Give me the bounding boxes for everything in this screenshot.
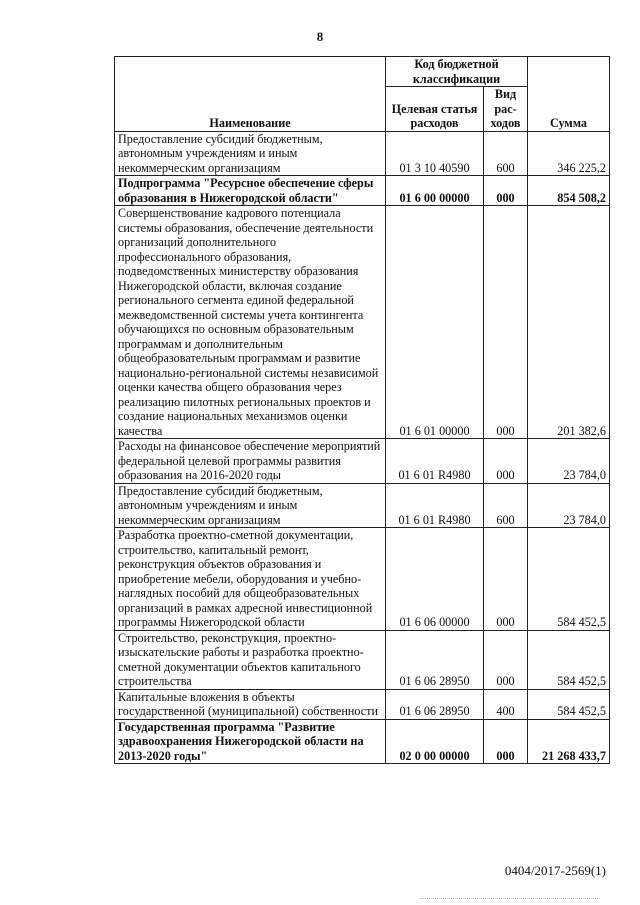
document-code: 0404/2017-2569(1) (504, 863, 606, 878)
expense-type-cell: 000 (484, 439, 528, 484)
expense-type-cell: 600 (484, 483, 528, 528)
name-column-header: Наименование (115, 57, 386, 132)
budget-table (114, 56, 610, 764)
expense-type-cell: 000 (484, 719, 528, 764)
amount-cell: 854 508,2 (528, 176, 610, 206)
row-name-cell: Предоставление субсидий бюджетным, автономным учреждениям и иным некоммерческим организациям (115, 131, 386, 176)
target-item-header: Целевая статья расходов (386, 87, 484, 132)
amount-cell: 584 452,5 (528, 689, 610, 719)
row-name-cell: Расходы на финансовое обеспечение мероприятий федеральной целевой программы развития образования на 2016-2020 годы (115, 439, 386, 484)
code-group-header: Код бюджетной классификации (386, 57, 528, 87)
target-item-cell: 01 6 00 00000 (386, 176, 484, 206)
amount-cell: 23 784,0 (528, 439, 610, 484)
table-row (115, 483, 610, 528)
target-item-cell: 02 0 00 00000 (386, 719, 484, 764)
amount-cell: 21 268 433,7 (528, 719, 610, 764)
expense-type-cell: 400 (484, 689, 528, 719)
expense-type-cell: 000 (484, 528, 528, 631)
amount-cell: 584 452,5 (528, 528, 610, 631)
row-name-cell: Разработка проектно-сметной документации, строительство, капитальный ремонт, реконструкция объектов образования и приобретение мебели, оборудования и учебно-наглядных пособий для общеобразовательных организаций в рамках адресной инвестиционной программы Нижегородской области (115, 528, 386, 631)
amount-column-header: Сумма (528, 57, 610, 132)
expense-type-cell: 000 (484, 630, 528, 689)
expense-type-header: Вид рас-ходов (484, 87, 528, 132)
amount-cell: 201 382,6 (528, 206, 610, 439)
page-edge-marks (420, 898, 600, 903)
target-item-cell: 01 6 01 R4980 (386, 483, 484, 528)
table-row (115, 439, 610, 484)
table-row (115, 176, 610, 206)
table-row (115, 719, 610, 764)
target-item-cell: 01 6 01 R4980 (386, 439, 484, 484)
expense-type-cell: 000 (484, 206, 528, 439)
table-row (115, 689, 610, 719)
target-item-cell: 01 6 06 28950 (386, 630, 484, 689)
target-item-cell: 01 3 10 40590 (386, 131, 484, 176)
expense-type-cell: 000 (484, 176, 528, 206)
table-row (115, 206, 610, 439)
target-item-cell: 01 6 01 00000 (386, 206, 484, 439)
amount-cell: 584 452,5 (528, 630, 610, 689)
page-number: 8 (316, 29, 324, 44)
target-item-cell: 01 6 06 28950 (386, 689, 484, 719)
table-row (115, 131, 610, 176)
amount-cell: 23 784,0 (528, 483, 610, 528)
table-body (115, 131, 610, 764)
amount-cell: 346 225,2 (528, 131, 610, 176)
row-name-cell: Предоставление субсидий бюджетным, автономным учреждениям и иным некоммерческим организациям (115, 483, 386, 528)
row-name-cell: Строительство, реконструкция, проектно-изыскательские работы и разработка проектно-сметной документации объектов капитального строительства (115, 630, 386, 689)
expense-type-cell: 600 (484, 131, 528, 176)
row-name-cell: Подпрограмма "Ресурсное обеспечение сферы образования в Нижегородской области" (115, 176, 386, 206)
row-name-cell: Капитальные вложения в объекты государственной (муниципальной) собственности (115, 689, 386, 719)
table-row (115, 630, 610, 689)
table-row (115, 528, 610, 631)
row-name-cell: Государственная программа "Развитие здравоохранения Нижегородской области на 2013-2020 годы" (115, 719, 386, 764)
row-name-cell: Совершенствование кадрового потенциала системы образования, обеспечение деятельности организаций дополнительного профессионального образования, подведомственных министерству образования Нижегородской области, включая создание регионального сегмента единой федеральной межведомственной системы учета контингента обучающихся по основным образовательным программам и дополнительным общеобразовательным программам и развитие национально-региональной системы независимой оценки качества общего образования через реализацию пилотных региональных проектов и создание национальных механизмов оценки качества (115, 206, 386, 439)
table-header (115, 57, 610, 132)
target-item-cell: 01 6 06 00000 (386, 528, 484, 631)
